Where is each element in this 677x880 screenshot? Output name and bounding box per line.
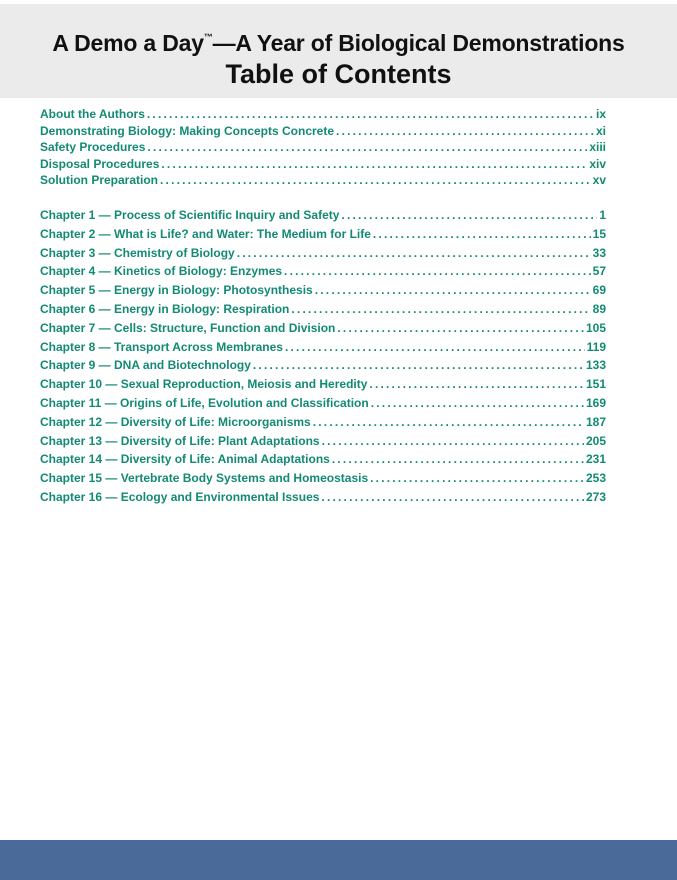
toc-entry-title: Chapter 13 — Diversity of Life: Plant Adaptations: [40, 433, 320, 448]
toc-entry-page: 133: [585, 358, 606, 373]
toc-entry-front-matter[interactable]: [40, 107, 606, 124]
dot-leader: [237, 246, 591, 260]
toc-entry-title: Chapter 12 — Diversity of Life: Microorganisms: [40, 414, 311, 429]
toc-entry-page: 1: [599, 207, 606, 222]
dot-leader: [285, 340, 585, 354]
toc-entry-chapter[interactable]: [40, 434, 606, 453]
toc-entry-page: 119: [586, 339, 606, 354]
toc-entry-title: Chapter 11 — Origins of Life, Evolution and Classification: [40, 395, 369, 410]
dot-leader: [370, 471, 584, 485]
dot-leader: [332, 452, 584, 466]
dot-leader: [291, 302, 590, 316]
dot-leader: [322, 434, 584, 448]
toc-entry-front-matter[interactable]: [40, 124, 606, 141]
toc-entry-front-matter[interactable]: [40, 173, 606, 190]
dot-leader: [336, 124, 594, 138]
toc-entry-page: ix: [595, 107, 606, 121]
toc-entry-front-matter[interactable]: [40, 157, 606, 174]
toc-entry-title: Chapter 5 — Energy in Biology: Photosynthesis: [40, 283, 313, 298]
toc-entry-chapter[interactable]: [40, 358, 606, 377]
toc-entry-page: xiii: [589, 140, 606, 155]
toc-entry-title: Safety Procedures: [40, 140, 146, 155]
toc-entry-chapter[interactable]: [40, 471, 606, 490]
toc-entry-title: Solution Preparation: [40, 173, 159, 188]
trademark-symbol: ™: [203, 32, 213, 42]
toc-heading: Table of Contents: [225, 59, 452, 89]
toc-entry-title: Chapter 1 — Process of Scientific Inquiry and Safety: [40, 207, 340, 222]
dot-leader: [284, 264, 591, 278]
dot-leader: [321, 490, 584, 504]
toc-entry-chapter[interactable]: [40, 490, 606, 509]
dot-leader: [253, 358, 584, 372]
toc-entry-chapter[interactable]: [40, 415, 606, 434]
toc-entry-chapter[interactable]: [40, 246, 606, 265]
dot-leader: [337, 321, 584, 335]
toc-entry-title: Chapter 10 — Sexual Reproduction, Meiosis and Heredity: [40, 377, 368, 392]
chapter-list: [40, 208, 606, 509]
toc-entry-title: Chapter 9 — DNA and Biotechnology: [40, 358, 251, 373]
dot-leader: [341, 208, 597, 222]
toc-entry-page: 57: [592, 264, 606, 279]
toc-entry-page: xi: [595, 123, 606, 138]
toc-entry-title: About the Authors: [40, 107, 145, 121]
toc-entry-page: 253: [585, 471, 606, 486]
toc-entry-chapter[interactable]: [40, 377, 606, 396]
title-rest: —A Year of Biological Demonstrations: [212, 30, 625, 56]
toc-entry-title: Chapter 4 — Kinetics of Biology: Enzymes: [40, 264, 283, 279]
toc-entry-title: Chapter 6 — Energy in Biology: Respiration: [40, 301, 290, 316]
toc-entry-page: 205: [585, 433, 606, 448]
toc-entry-chapter[interactable]: [40, 302, 606, 321]
toc-entry-title: Chapter 3 — Chemistry of Biology: [40, 245, 235, 260]
page-header: [0, 0, 677, 98]
dot-leader: [369, 377, 584, 391]
toc-entry-title: Chapter 7 — Cells: Structure, Function and Division: [40, 320, 336, 335]
document-title: [0, 30, 677, 57]
toc-entry-title: Chapter 8 — Transport Across Membranes: [40, 339, 283, 354]
title-main: A Demo a Day: [52, 30, 204, 56]
toc-entry-page: 231: [585, 452, 606, 467]
dot-leader: [147, 107, 594, 121]
dot-leader: [161, 157, 587, 171]
toc-entry-title: Chapter 16 — Ecology and Environmental Issues: [40, 489, 320, 504]
toc-entry-page: xiv: [589, 156, 606, 171]
toc-entry-title: Demonstrating Biology: Making Concepts Concrete: [40, 123, 335, 138]
toc-entry-title: Chapter 2 — What is Life? and Water: The Medium for Life: [40, 226, 371, 241]
dot-leader: [313, 415, 584, 429]
toc-entry-front-matter[interactable]: [40, 140, 606, 157]
dot-leader: [371, 396, 584, 410]
dot-leader: [373, 227, 591, 241]
toc-entry-chapter[interactable]: [40, 340, 606, 359]
toc-entry-chapter[interactable]: [40, 283, 606, 302]
toc-entry-page: 273: [585, 489, 606, 504]
toc-entry-title: Disposal Procedures: [40, 156, 160, 171]
toc-entry-page: xv: [592, 173, 606, 188]
toc-entry-page: 187: [585, 414, 606, 429]
toc-entry-chapter[interactable]: [40, 208, 606, 227]
toc-entry-chapter[interactable]: [40, 264, 606, 283]
toc-entry-chapter[interactable]: [40, 396, 606, 415]
toc-entry-title: Chapter 14 — Diversity of Life: Animal Adaptations: [40, 452, 330, 467]
toc-entry-title: Chapter 15 — Vertebrate Body Systems and Homeostasis: [40, 471, 369, 486]
front-matter-list: [40, 107, 606, 190]
toc-entry-page: 33: [592, 245, 606, 260]
toc-entry-page: 169: [585, 395, 606, 410]
toc-entry-chapter[interactable]: [40, 227, 606, 246]
dot-leader: [160, 173, 591, 187]
dot-leader: [315, 283, 591, 297]
toc-entry-page: 69: [592, 283, 606, 298]
toc-entry-page: 15: [592, 226, 606, 241]
dot-leader: [147, 140, 587, 154]
table-of-contents: [40, 107, 606, 509]
toc-entry-chapter[interactable]: [40, 321, 606, 340]
toc-entry-page: 105: [585, 320, 606, 335]
footer-bar: [0, 840, 677, 880]
toc-entry-chapter[interactable]: [40, 452, 606, 471]
toc-entry-page: 151: [585, 377, 606, 392]
toc-entry-page: 89: [592, 301, 606, 316]
